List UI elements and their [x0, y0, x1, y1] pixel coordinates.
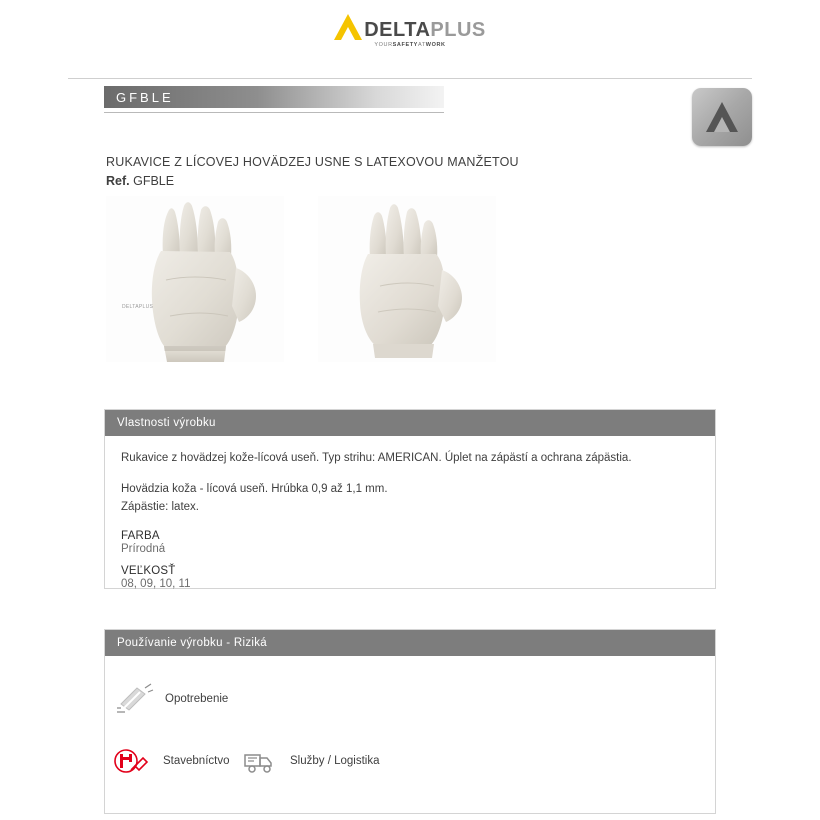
feature-paragraph-3: Zápästie: latex.	[121, 501, 199, 514]
construction-icon	[113, 744, 153, 778]
product-image-back	[318, 196, 496, 362]
feature-paragraph-2: Hovädzia koža - lícová useň. Hrúbka 0,9 až 1,1 mm.	[121, 482, 388, 495]
attribute-value-color: Prírodná	[121, 543, 166, 556]
attribute-value-size: 08, 09, 10, 11	[121, 578, 191, 591]
section-body-risks	[105, 656, 715, 767]
product-reference-value: GFBLE	[133, 174, 175, 188]
attribute-label-size: VEĽKOSŤ	[121, 565, 176, 578]
tagline-safety: SAFETY	[392, 42, 418, 48]
attribute-label-color: FARBA	[121, 530, 160, 543]
delta-badge-icon	[692, 88, 752, 146]
section-body-features	[105, 436, 715, 590]
brand-name-sub: PLUS	[430, 19, 486, 41]
tagline-your: YOUR	[374, 42, 393, 48]
risk-item-logistics	[240, 744, 380, 778]
product-reference-label: Ref.	[106, 174, 130, 188]
section-title-features: Vlastnosti výrobku	[117, 417, 216, 429]
tagline-work: WORK	[425, 42, 446, 48]
title-underline	[104, 112, 444, 113]
page-title: GFBLE	[116, 89, 174, 105]
glove-palm-view	[106, 196, 284, 362]
product-image-palm	[106, 196, 284, 362]
section-product-features	[104, 409, 716, 589]
product-reference	[106, 174, 174, 188]
risk-item-abrasion	[115, 682, 228, 716]
logistics-truck-icon	[240, 744, 280, 778]
risk-label-construction: Stavebníctvo	[163, 755, 230, 767]
page-title-bar	[104, 86, 444, 108]
brand-tagline	[374, 43, 445, 49]
image-watermark: DELTAPLUS	[122, 304, 154, 310]
tagline-at: AT	[417, 42, 426, 48]
brand-name-main: DELTA	[364, 19, 431, 41]
product-name: RUKAVICE Z LÍCOVEJ HOVÄDZEJ USNE S LATEXOVOU MANŽETOU	[106, 155, 519, 169]
abrasion-icon	[115, 682, 155, 716]
risk-label-abrasion: Opotrebenie	[165, 693, 229, 705]
delta-triangle-icon	[334, 14, 362, 40]
section-product-usage-risks	[104, 629, 716, 814]
feature-paragraph-1: Rukavice z hovädzej kože-lícová useň. Typ strihu: AMERICAN. Úplet na zápästí a ochrana zápästia.	[121, 452, 632, 464]
risk-item-construction	[113, 744, 229, 778]
section-title-risks: Používanie výrobku - Riziká	[117, 637, 267, 649]
risk-label-logistics: Služby / Logistika	[290, 755, 380, 767]
glove-back-view	[318, 196, 496, 362]
section-header-risks	[105, 630, 715, 656]
header-divider	[68, 78, 752, 79]
brand-logo	[0, 14, 820, 64]
section-header-features	[105, 410, 715, 436]
